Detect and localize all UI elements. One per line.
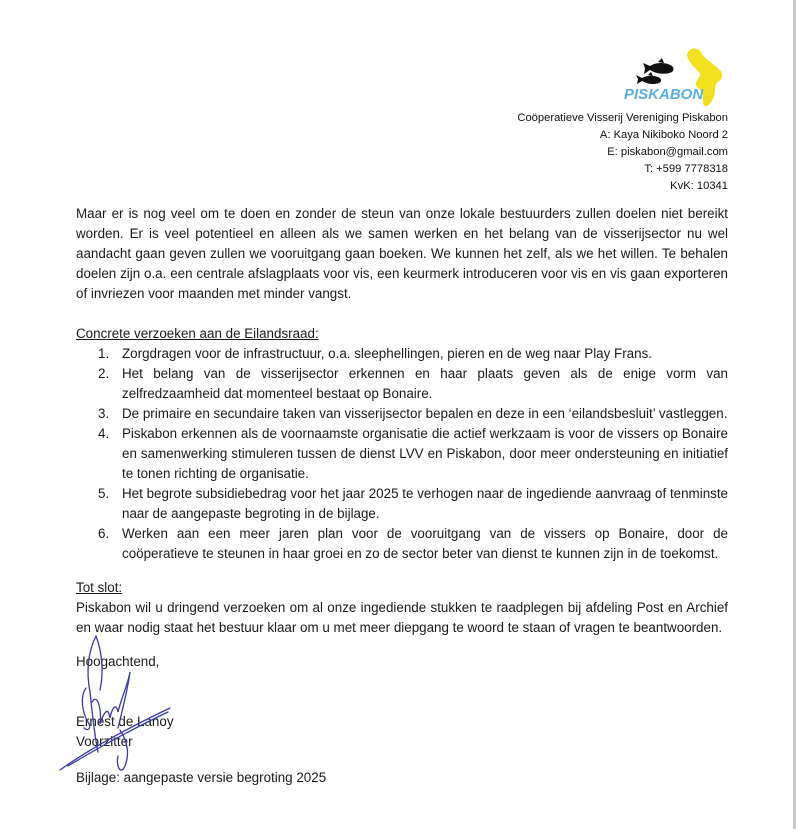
letterhead bbox=[517, 110, 728, 195]
address: A: Kaya Nikiboko Noord 2 bbox=[599, 129, 728, 141]
requests-heading: Concrete verzoeken aan de Eilandsraad: bbox=[76, 326, 319, 341]
email: E: piskabon@gmail.com bbox=[607, 146, 728, 158]
list-item: 5. Het begrote subsidiebedrag voor het jaar 2025 te verhogen naar de ingediende aanvraag of tenminste naar de aangepaste begroting in de bijlage. bbox=[98, 486, 728, 521]
signatory-title: Voorzitter bbox=[76, 734, 133, 749]
kvk-number: KvK: 10341 bbox=[670, 180, 728, 192]
requests-list bbox=[76, 344, 728, 564]
phone: T: +599 7778318 bbox=[644, 163, 728, 175]
attachment-note: Bijlage: aangepaste versie begroting 2025 bbox=[76, 770, 327, 785]
closing-heading: Tot slot: bbox=[76, 580, 123, 595]
list-item: 3. De primaire en secundaire taken van visserijsector bepalen en deze in een ‘eilandsbesluit’ vastleggen. bbox=[98, 406, 728, 421]
piskabon-logo bbox=[622, 44, 726, 112]
list-item: 4. Piskabon erkennen als de voornaamste organisatie die actief werkzaam is voor de vissers op Bonaire en samenwerking stimuleren tussen de dienst LVV en Piskabon, door meer ondersteuning en initiatief te tonen richting de organisatie. bbox=[98, 426, 728, 481]
list-item: 6. Werken aan een meer jaren plan voor de vooruitgang van de vissers op Bonaire, door de coöperatieve te steunen in haar groei en zo de sector beter van dienst te kunnen zijn in de toekomst. bbox=[98, 526, 728, 561]
organization-name: Coöperatieve Visserij Vereniging Piskabon bbox=[517, 112, 728, 124]
closing-paragraph: Piskabon wil u dringend verzoeken om al onze ingediende stukken te raadplegen bij afdeling Post en Archief en waar nodig staat het bestuur klaar om u met meer diepgang te woord te staan of vragen te beantwoorden. bbox=[76, 600, 728, 635]
bonaire-island-fish-icon bbox=[622, 44, 726, 112]
list-item: 2. Het belang van de visserijsector erkennen en haar plaats geven als de enige vorm van zelfredzaamheid dat momenteel bestaat op Bonaire. bbox=[98, 366, 728, 401]
list-item: 1. Zorgdragen voor de infrastructuur, o.a. sleephellingen, pieren en de weg naar Play Frans. bbox=[98, 346, 652, 361]
signatory-block bbox=[76, 712, 728, 752]
svg-text:PISKABON: PISKABON bbox=[624, 86, 704, 103]
greeting: Hoogachtend, bbox=[76, 654, 160, 669]
intro-paragraph: Maar er is nog veel om te doen en zonder de steun van onze lokale bestuurders zullen doelen niet bereikt worden. Er is veel potentieel en alleen als we samen werken en het belang van de visserijsector nu wel aandacht gaan geven zullen we vooruitgang gaan boeken. We kunnen het zelf, als we het willen. Te behalen doelen zijn o.a. een centrale afslagplaats voor vis, een keurmerk introduceren voor vis en vis gaan exporteren of invriezen voor maanden met minder vangst. bbox=[76, 206, 728, 301]
signatory-name: Ernest de Lanoy bbox=[76, 714, 174, 729]
